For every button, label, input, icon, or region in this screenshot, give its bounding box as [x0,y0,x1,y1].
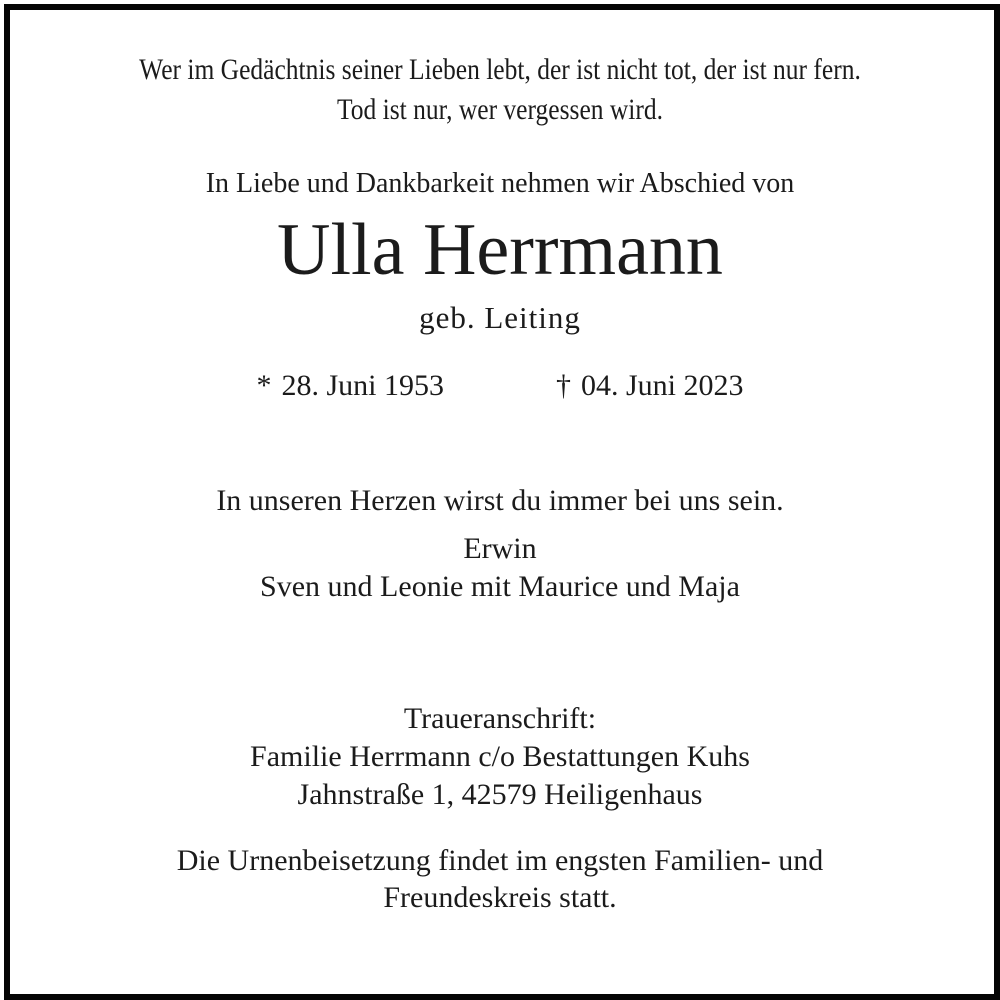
mourners [0,530,1000,606]
deceased-name: Ulla Herrmann [277,209,723,291]
address-line-2: Jahnstraße 1, 42579 Heiligenhaus [297,778,703,811]
death-cross-symbol: † [556,369,571,402]
life-dates [0,370,1000,401]
epigraph-line-1: Wer im Gedächtnis seiner Lieben lebt, der ist nicht tot, der ist nur fern. [139,53,861,86]
funeral-notice-line-1: Die Urnenbeisetzung findet im engsten Familien- und [176,844,824,877]
address-label: Traueranschrift: [403,702,597,735]
death-date [556,370,744,401]
epigraph [75,50,925,130]
funeral-notice [0,842,1000,916]
mourner-line-1: Erwin [463,532,537,565]
birth-star-symbol: * [256,369,272,402]
funeral-notice-line-2: Freundeskreis statt. [383,881,617,914]
maiden-name: geb. Leiting [419,300,581,335]
address-line-1: Familie Herrmann c/o Bestattungen Kuhs [250,740,750,773]
mourner-line-2: Sven und Leonie mit Maurice und Maja [260,570,740,603]
epigraph-line-2: Tod ist nur, wer vergessen wird. [336,93,664,126]
birth-date [256,370,444,401]
birth-date-text: 28. Juni 1953 [281,369,444,402]
intro-line: In Liebe und Dankbarkeit nehmen wir Abschied von [205,168,795,199]
death-date-text: 04. Juni 2023 [581,369,744,402]
remembrance-line: In unseren Herzen wirst du immer bei uns sein. [216,484,784,517]
mourning-address [0,700,1000,814]
